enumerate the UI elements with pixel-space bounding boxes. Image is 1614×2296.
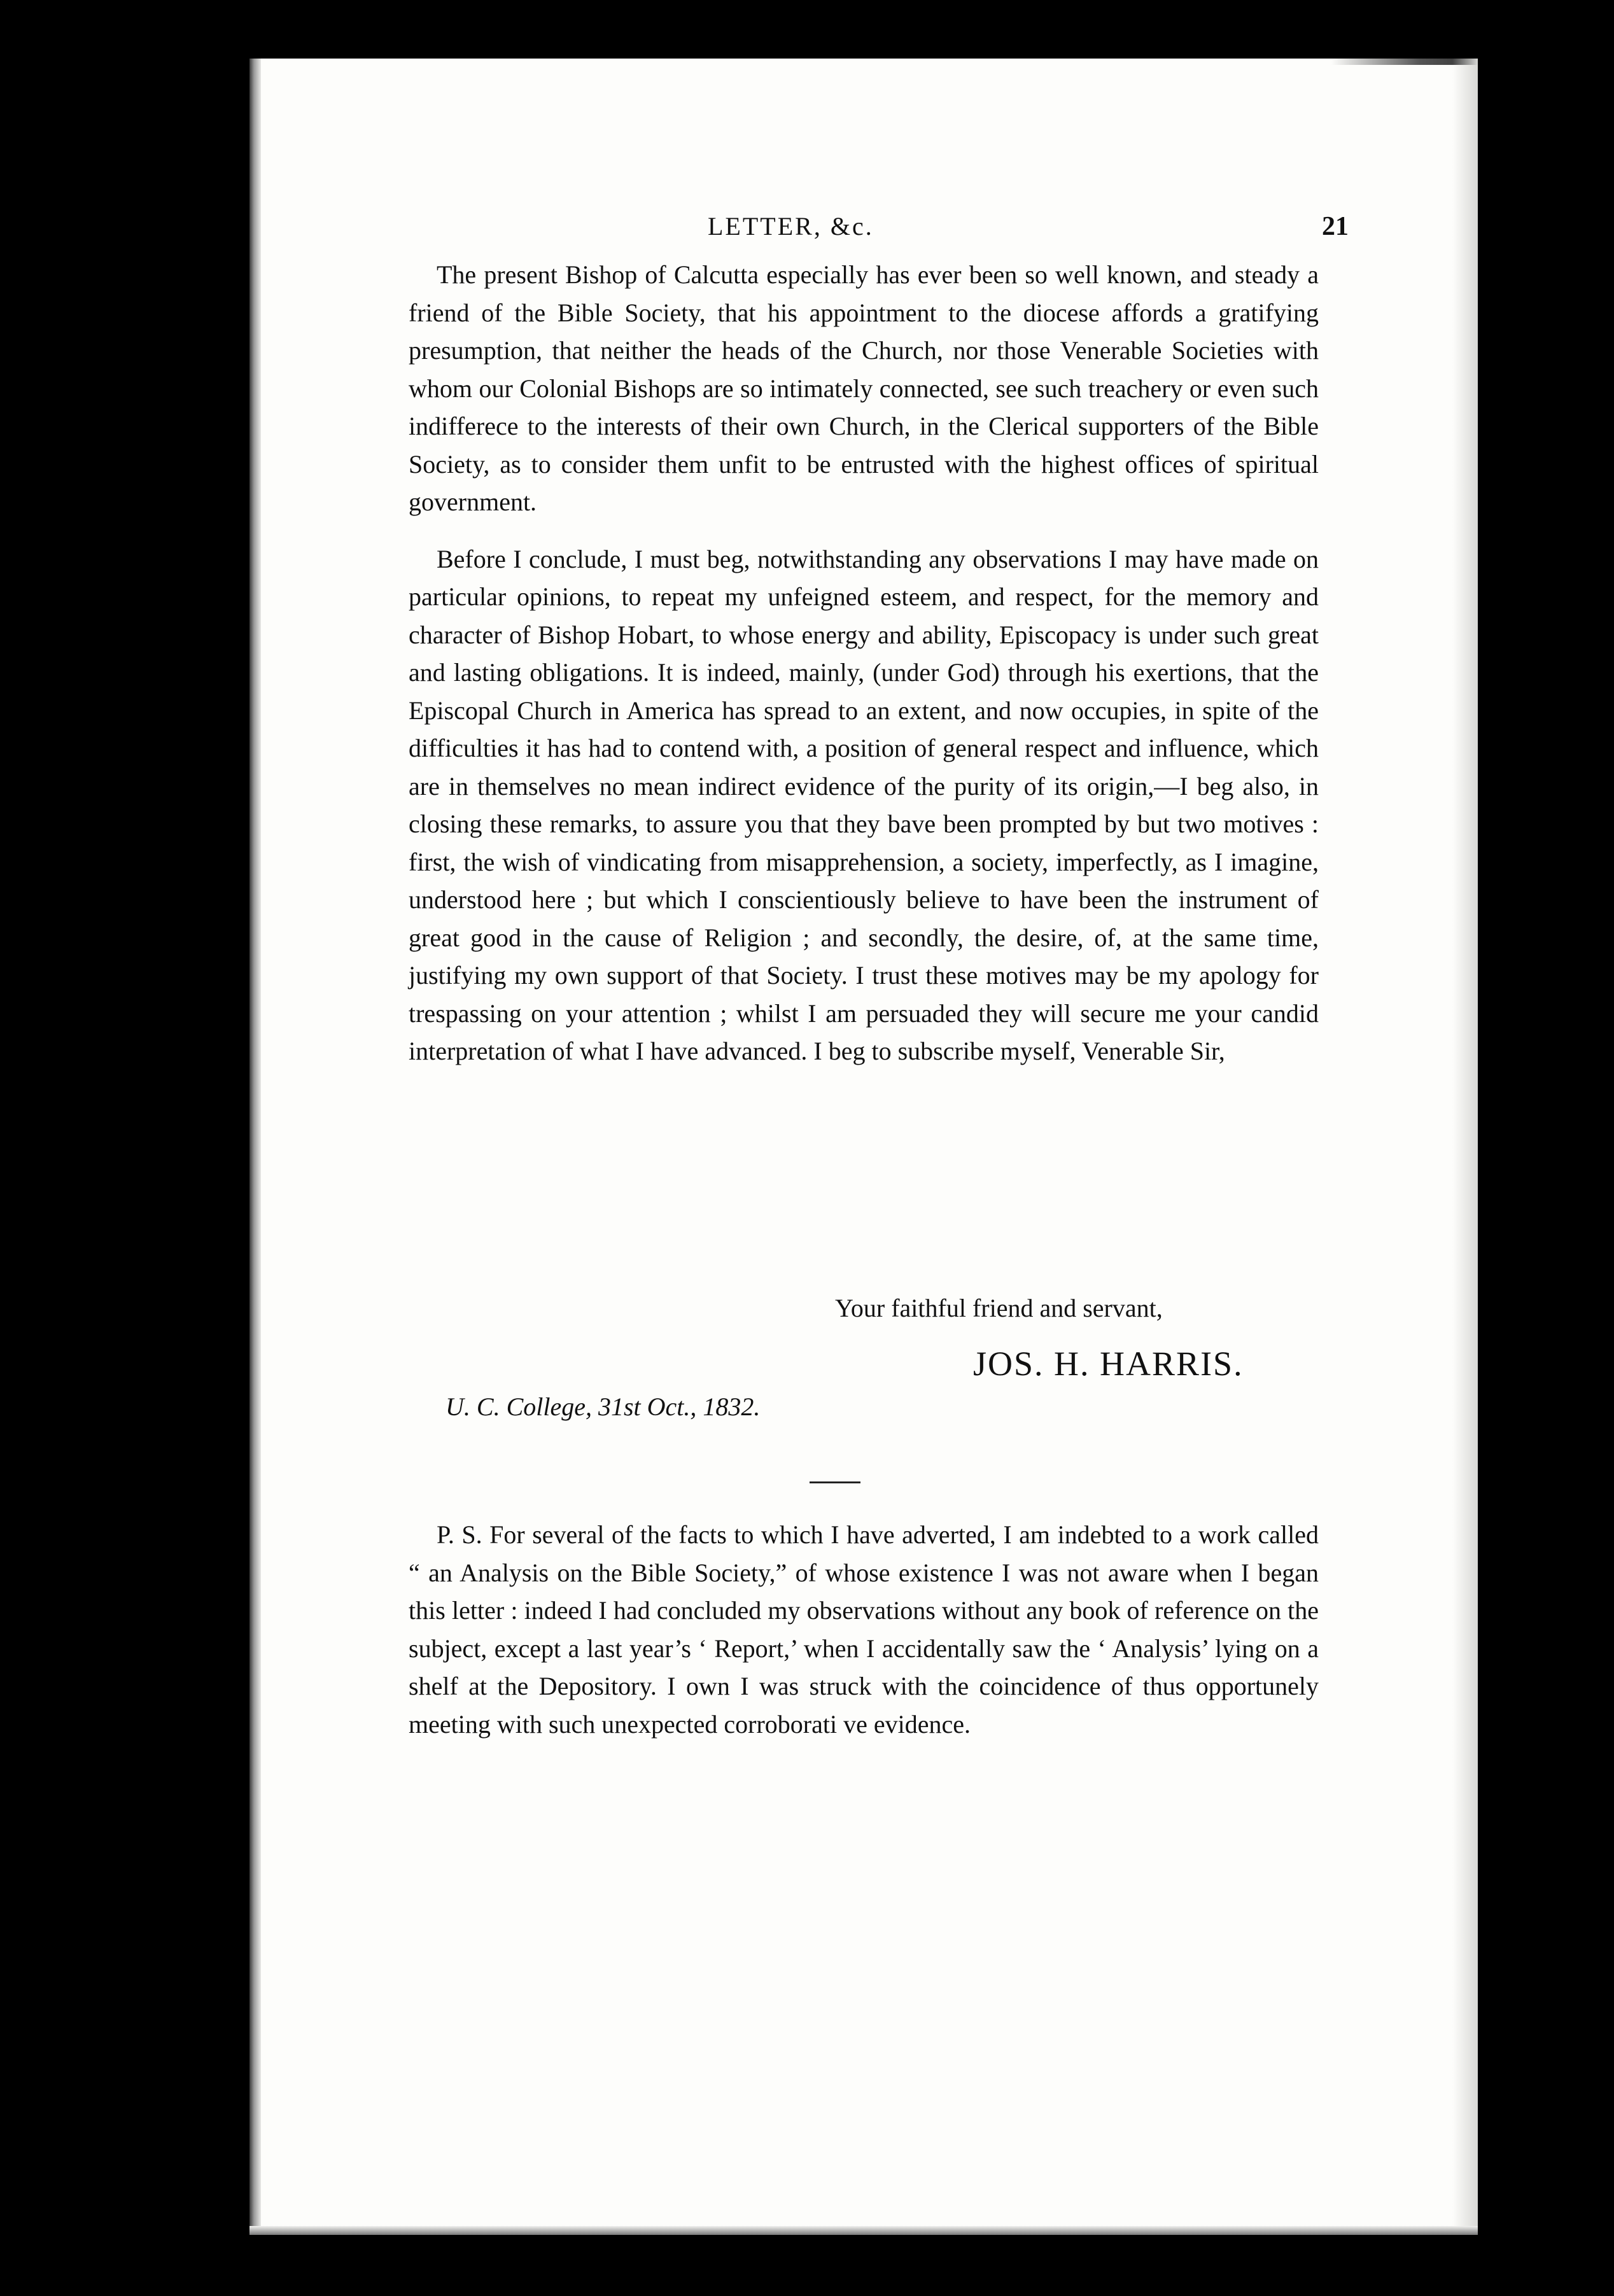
paragraph-bishop-of-calcutta: The present Bishop of Calcutta especially has ever been so well known, and steady a friend of the Bible Society, that his appointment to the diocese affords a gratifying presumption, that neither the heads of the Church, nor those Venerable Societies with whom our Colonial Bishops are so intimately connected, see such treachery or even such indifferece to the interests of their own Church, in the Clerical supporters of the Bible Society, as to consider them unfit to be entrusted with the highest offices of spiritual government. (409, 260, 1319, 516)
page-binding-shadow (249, 59, 261, 2235)
scanned-page (249, 59, 1478, 2235)
dateline: U. C. College, 31st Oct., 1832. (446, 1392, 761, 1421)
postscript-block (409, 1516, 1319, 1743)
section-rule (810, 1481, 860, 1483)
running-head: LETTER, &c. (708, 212, 874, 241)
complimentary-close: Your faithful friend and servant, (835, 1294, 1163, 1322)
postscript: P. S. For several of the facts to which I have adverted, I am indebted to a work called “ an Analysis on the Bible Society,” of whose existence I was not aware when I began this letter : indeed I had concluded my observations without any book of reference on the subject, except a last year’s ‘ Report,’ when I accidentally saw the ‘ Analysis’ lying on a shelf at the Depository. I own I was struck with the coincidence of thus opportunely meeting with such unexpected corroborati ve evidence. (409, 1520, 1319, 1739)
signature: JOS. H. HARRIS. (973, 1345, 1244, 1383)
page-right-edge-shadow (1452, 59, 1478, 2235)
paragraph-conclusion: Before I conclude, I must beg, notwithstanding any observations I may have made on particular opinions, to repeat my unfeigned esteem, and respect, for the memory and character of Bishop Hobart, to whose energy and ability, Episcopacy is under such great and lasting obligations. It is indeed, mainly, (under God) through his exertions, that the Episcopal Church in America has spread to an extent, and now occupies, in spite of the difficulties it has had to contend with, a position of general respect and influence, which are in themselves no mean indirect evidence of the purity of its origin,—I beg also, in closing these remarks, to assure you that they bave been prompted by but two motives : first, the wish of vindicating from misapprehension, a society, imperfectly, as I imagine, understood here ; but which I conscientiously believe to have been the instrument of great good in the cause of Religion ; and secondly, the desire, of, at the same time, justifying my own support of that Society. I trust these motives may be my apology for trespassing on your attention ; whilst I am persuaded they will secure me your candid interpretation of what I have advanced. I beg to subscribe myself, Venerable Sir, (409, 544, 1319, 1065)
page-number: 21 (1322, 212, 1349, 241)
page-bottom-edge-shadow (249, 2226, 1478, 2235)
letter-body (409, 256, 1319, 1070)
